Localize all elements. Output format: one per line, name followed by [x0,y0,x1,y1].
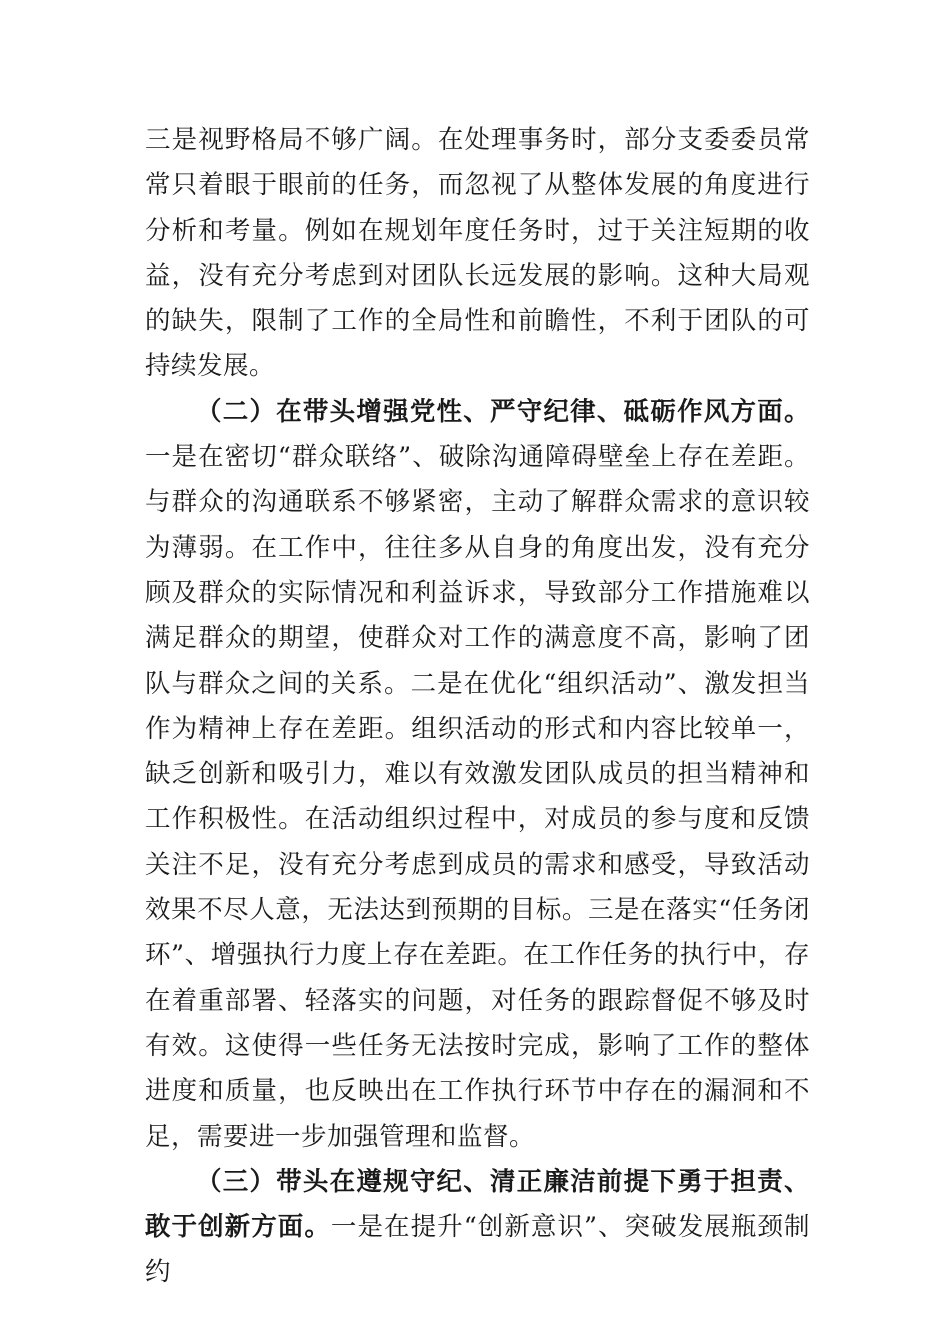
section-3-paragraph [145,1160,810,1296]
section-2-body: 一是在密切“群众联络”、破除沟通障碍壁垒上存在差距。与群众的沟通联系不够紧密，主动了解群众需求的意识较为薄弱。在工作中，往往多从自身的角度出发，没有充分顾及群众的实际情况和利益诉求，导致部分工作措施难以满足群众的期望，使群众对工作的满意度不高，影响了团队与群众之间的关系。二是在优化“组织活动”、激发担当作为精神上存在差距。组织活动的形式和内容比较单一，缺乏创新和吸引力，难以有效激发团队成员的担当精神和工作积极性。在活动组织过程中，对成员的参与度和反馈关注不足，没有充分考虑到成员的需求和感受，导致活动效果不尽人意，无法达到预期的目标。三是在落实“任务闭环”、增强执行力度上存在差距。在工作任务的执行中，存在着重部署、轻落实的问题，对任务的跟踪督促不够及时有效。这使得一些任务无法按时完成，影响了工作的整体进度和质量，也反映出在工作执行环节中存在的漏洞和不足，需要进一步加强管理和监督。 [145,442,810,1152]
section-3-heading: （三）带头在遵规守纪、清正廉洁前提下勇于担责、敢于创新方面。 [145,1166,810,1243]
section-2-heading: （二）在带头增强党性、严守纪律、砥砺作风方面。 [196,396,810,427]
section-3-body: 一是在提升“创新意识”、突破发展瓶颈制约 [145,1212,810,1288]
section-2-paragraph [145,390,810,1160]
paragraph-1-text: 三是视野格局不够广阔。在处理事务时，部分支委委员常常只着眼于眼前的任务，而忽视了从整体发展的角度进行分析和考量。例如在规划年度任务时，过于关注短期的收益，没有充分考虑到对团队长远发展的影响。这种大局观的缺失，限制了工作的全局性和前瞻性，不利于团队的可持续发展。 [145,125,810,382]
paragraph-vision-scope [145,118,810,390]
document-body [145,118,810,1296]
